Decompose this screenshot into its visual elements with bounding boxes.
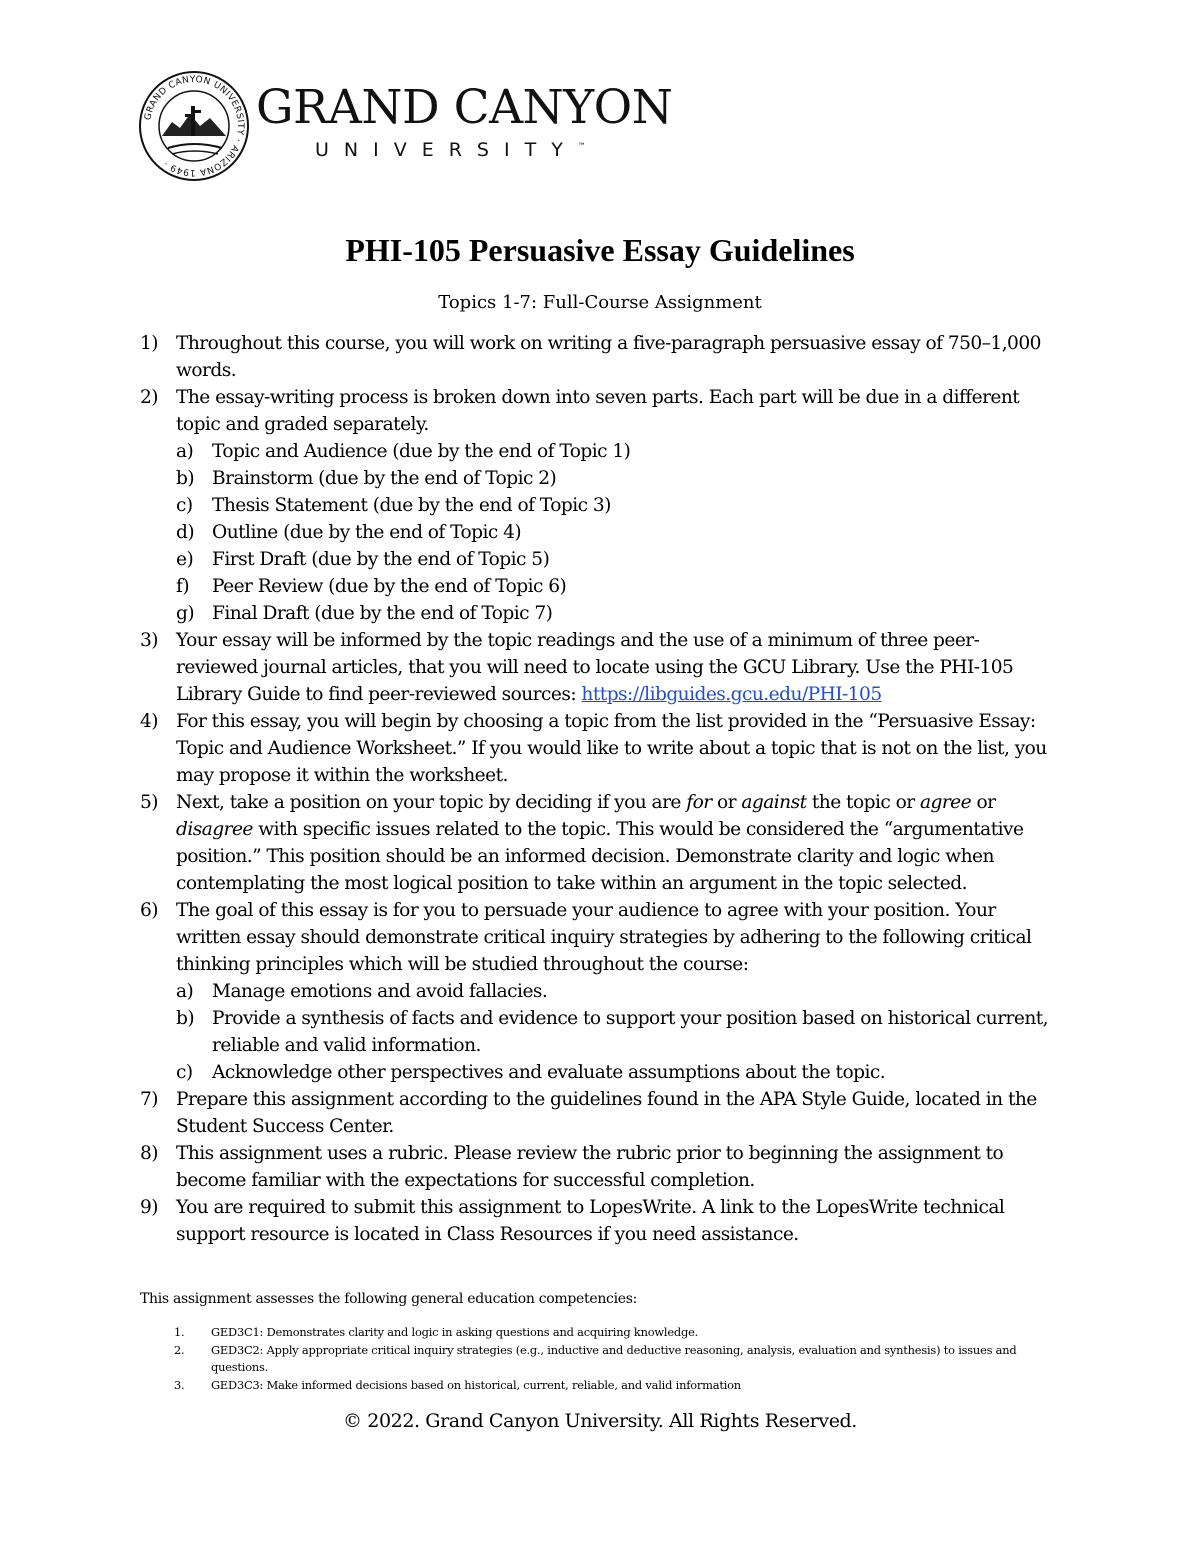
emphasis-disagree: disagree (176, 819, 253, 840)
sub-item-text: Acknowledge other perspectives and evaluate assumptions about the topic. (212, 1062, 886, 1083)
item-number: 5) (140, 792, 158, 813)
sub-item-letter: b) (176, 1008, 195, 1029)
item-number: 6) (140, 900, 158, 921)
sub-item-text: Final Draft (due by the end of Topic 7) (212, 603, 553, 624)
list-item (140, 384, 1060, 627)
assessment-intro: This assignment assesses the following general education competencies: (140, 1291, 638, 1307)
item-number: 1) (140, 333, 158, 354)
sub-item (176, 519, 1060, 546)
emphasis-against: against (741, 792, 807, 813)
item-number: 2) (140, 387, 158, 408)
item-text: or (716, 792, 736, 813)
list-item (140, 627, 1060, 708)
competency-text: GED3C2: Apply appropriate critical inquiry strategies (e.g., inductive and deductive reasoning, analysis, evaluation and synthesis) to issues and questions. (211, 1342, 1017, 1374)
sub-item-text: Manage emotions and avoid fallacies. (212, 981, 548, 1002)
logo-wordmark-grand-canyon: GRAND CANYON (256, 80, 673, 135)
sub-item-letter: a) (176, 441, 194, 462)
competency-number: 2. (174, 1342, 185, 1357)
item-number: 3) (140, 630, 158, 651)
sub-item-letter: c) (176, 495, 193, 516)
list-item (140, 1140, 1060, 1194)
seal-text: GRAND CANYON UNIVERSITY · ARIZONA 1949 · (143, 74, 246, 178)
sub-item-text: Thesis Statement (due by the end of Topic 3) (212, 495, 611, 516)
item-text: For this essay, you will begin by choosing a topic from the list provided in the “Persuasive Essay: Topic and Audience Worksheet.” If you would like to write about a topic that is not on the list, you may propose it within the worksheet. (176, 711, 1047, 786)
sub-item-text: Topic and Audience (due by the end of Topic 1) (212, 441, 631, 462)
item-text: the topic or (811, 792, 915, 813)
competency-text: GED3C1: Demonstrates clarity and logic in asking questions and acquiring knowledge. (211, 1325, 699, 1339)
list-item (140, 1086, 1060, 1140)
sub-item-text: Provide a synthesis of facts and evidence to support your position based on historical current, reliable and valid information. (212, 1008, 1049, 1056)
competency-item (174, 1377, 1054, 1395)
item-text: or (976, 792, 996, 813)
trademark-symbol: ™ (577, 141, 586, 151)
list-item (140, 330, 1060, 384)
item-number: 8) (140, 1143, 158, 1164)
sub-item-letter: b) (176, 468, 195, 489)
sub-item (176, 1005, 1060, 1059)
competency-item (174, 1342, 1054, 1377)
sub-item (176, 492, 1060, 519)
library-guide-link[interactable]: https://libguides.gcu.edu/PHI-105 (581, 684, 882, 705)
sub-item-letter: d) (176, 522, 195, 543)
sub-item (176, 1059, 1060, 1086)
sub-item-letter: a) (176, 981, 194, 1002)
sub-item-letter: c) (176, 1062, 193, 1083)
copyright-notice: © 2022. Grand Canyon University. All Rights Reserved. (343, 1410, 857, 1432)
competency-text: GED3C3: Make informed decisions based on historical, current, reliable, and valid information (211, 1377, 741, 1392)
item-text: The essay-writing process is broken down into seven parts. Each part will be due in a different topic and graded separately. (176, 387, 1020, 435)
item-text: Next, take a position on your topic by deciding if you are (176, 792, 681, 813)
competency-number: 1. (174, 1325, 185, 1339)
item-number: 7) (140, 1089, 158, 1110)
competency-number: 3. (174, 1377, 185, 1392)
university-logo (138, 70, 673, 190)
sub-item (176, 600, 1060, 627)
guidelines-list (140, 330, 1060, 1248)
sub-item (176, 546, 1060, 573)
sub-item-text: First Draft (due by the end of Topic 5) (212, 549, 550, 570)
list-item (140, 789, 1060, 897)
page-title: PHI-105 Persuasive Essay Guidelines (345, 232, 855, 268)
sub-item (176, 573, 1060, 600)
sub-item-text: Brainstorm (due by the end of Topic 2) (212, 468, 557, 489)
page-subtitle: Topics 1-7: Full-Course Assignment (438, 292, 762, 313)
sub-item-letter: g) (176, 603, 195, 624)
competencies-list (174, 1324, 1054, 1394)
item-number: 4) (140, 711, 158, 732)
list-item (140, 708, 1060, 789)
item-text: Your essay will be informed by the topic readings and the use of a minimum of three peer-reviewed journal articles, that you will need to locate using the GCU Library. Use the PHI-105 Library Guide to find peer-reviewed sources: (176, 630, 1014, 705)
list-item (140, 1194, 1060, 1248)
sub-item (176, 978, 1060, 1005)
emphasis-agree: agree (919, 792, 972, 813)
sub-item-text: Peer Review (due by the end of Topic 6) (212, 576, 567, 597)
competency-item (174, 1324, 1054, 1342)
item-text: Prepare this assignment according to the guidelines found in the APA Style Guide, located in the Student Success Center. (176, 1089, 1037, 1137)
item-text: with specific issues related to the topic. This would be considered the “argumentative position.” This position should be an informed decision. Demonstrate clarity and logic when contemplating the most logical position to take within an argument in the topic selected. (176, 819, 1024, 894)
item-text: You are required to submit this assignment to LopesWrite. A link to the LopesWrite technical support resource is located in Class Resources if you need assistance. (176, 1197, 1005, 1245)
sub-item (176, 438, 1060, 465)
sub-item-letter: f) (176, 576, 190, 597)
sub-item-letter: e) (176, 549, 194, 570)
item-number: 9) (140, 1197, 158, 1218)
sub-item-text: Outline (due by the end of Topic 4) (212, 522, 522, 543)
sub-item (176, 465, 1060, 492)
item-text: The goal of this essay is for you to persuade your audience to agree with your position. Your written essay should demonstrate critical inquiry strategies by adhering to the following critical thinking principles which will be studied throughout the course: (176, 900, 1032, 975)
item-text: This assignment uses a rubric. Please review the rubric prior to beginning the assignment to become familiar with the expectations for successful completion. (176, 1143, 1004, 1191)
logo-wordmark-university: UNIVERSITY™ (315, 139, 586, 161)
university-seal-icon (138, 70, 250, 182)
list-item (140, 897, 1060, 1086)
emphasis-for: for (686, 792, 712, 813)
item-text: Throughout this course, you will work on writing a five-paragraph persuasive essay of 750–1,000 words. (176, 333, 1041, 381)
